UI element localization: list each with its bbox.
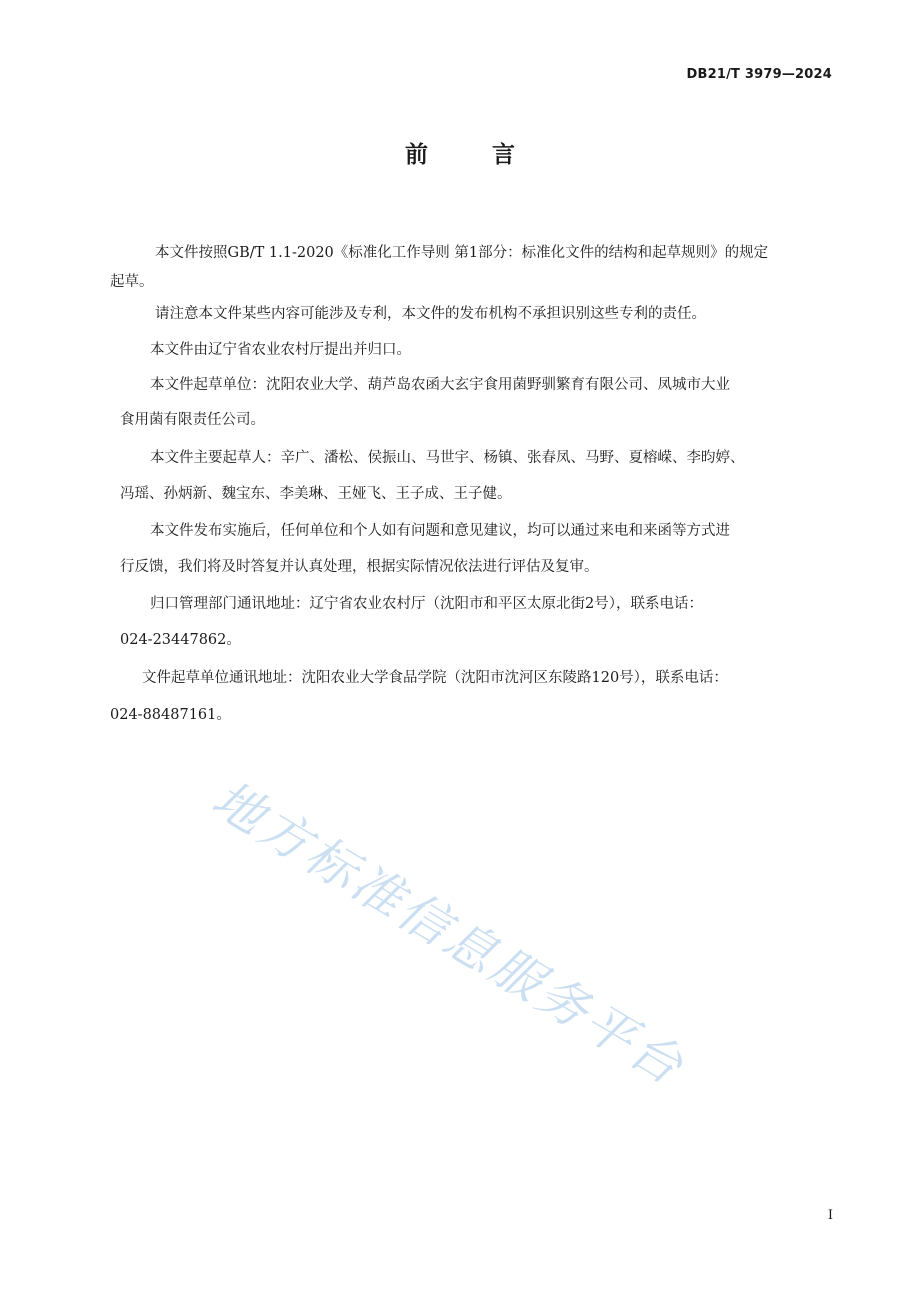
paragraph-line: 冯瑶、孙炳新、魏宝东、李美琳、王娅飞、王子成、王子健。 (120, 486, 512, 502)
page-title: 前 言 (404, 142, 543, 168)
paragraph-line: 请注意本文件某些内容可能涉及专利，本文件的发布机构不承担识别这些专利的责任。 (155, 306, 706, 322)
document-code: DB21/T 3979—2024 (686, 67, 832, 82)
paragraph-line: 024-23447862。 (120, 632, 241, 648)
page-number: I (827, 1208, 833, 1223)
paragraph-line: 本文件起草单位：沈阳农业大学、葫芦岛农函大玄宇食用菌野驯繁育有限公司、凤城市大业 (150, 377, 730, 393)
paragraph-line: 行反馈，我们将及时答复并认真处理，根据实际情况依法进行评估及复审。 (120, 559, 599, 575)
paragraph-line: 归口管理部门通讯地址：辽宁省农业农村厅（沈阳市和平区太原北街2号），联系电话： (150, 596, 703, 612)
paragraph-line: 食用菌有限责任公司。 (120, 412, 265, 428)
paragraph-line: 本文件按照GB/T 1.1-2020《标准化工作导则 第1部分：标准化文件的结构和起草规则》的规定 (155, 245, 769, 261)
paragraph-line: 本文件由辽宁省农业农村厅提出并归口。 (150, 342, 411, 358)
paragraph-line: 本文件主要起草人：辛广、潘松、侯振山、马世宇、杨镇、张春凤、马野、夏榕嵘、李昀婷、 (150, 450, 745, 466)
paragraph-line: 起草。 (110, 274, 154, 290)
watermark: 地方标准信息服务平台 (202, 769, 696, 1098)
paragraph-line: 024-88487161。 (110, 707, 231, 723)
paragraph-line: 文件起草单位通讯地址：沈阳农业大学食品学院（沈阳市沈河区东陵路120号），联系电话： (142, 670, 728, 686)
paragraph-line: 本文件发布实施后，任何单位和个人如有问题和意见建议，均可以通过来电和来函等方式进 (150, 523, 730, 539)
